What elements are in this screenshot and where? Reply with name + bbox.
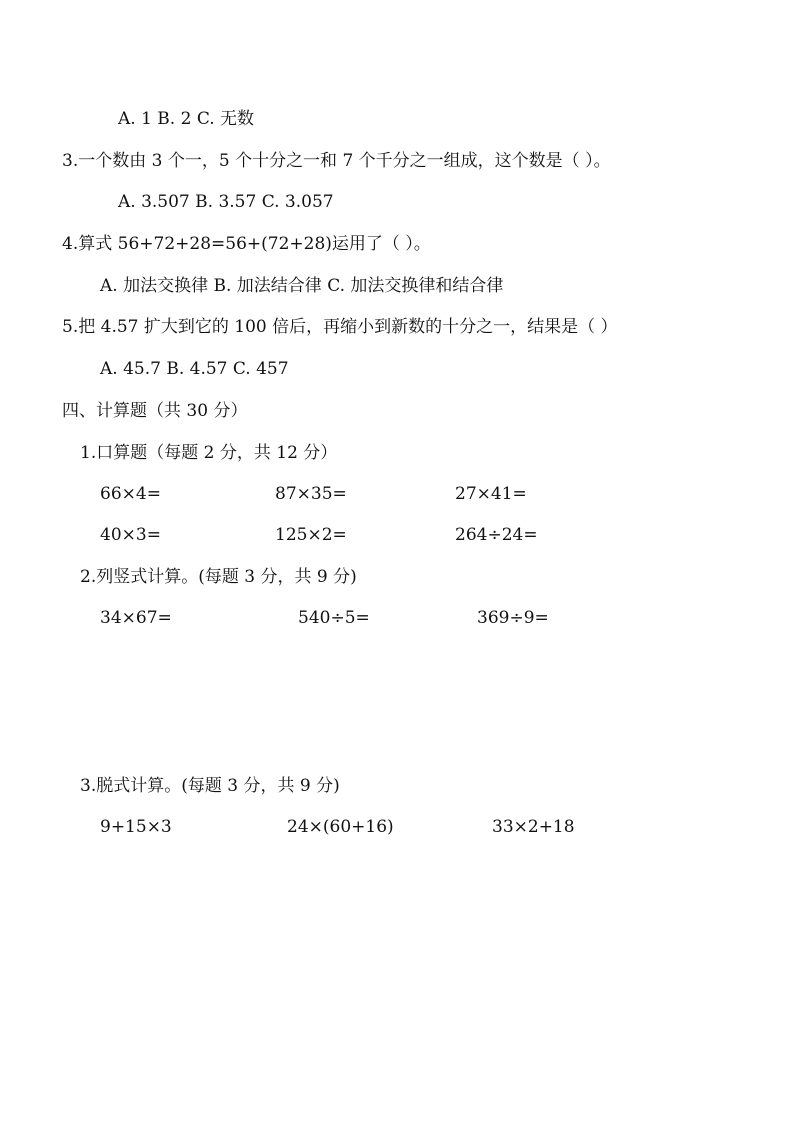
- stepwise-calc-3: 33×2+18: [492, 817, 575, 837]
- oral-calc-4: 40×3=: [100, 525, 161, 545]
- part-2-title: 2.列竖式计算。(每题 3 分，共 9 分): [80, 567, 357, 587]
- question-4: 4.算式 56+72+28=56+(72+28)运用了（ ）。: [62, 234, 431, 254]
- vertical-calc-2: 540÷5=: [298, 608, 370, 628]
- question-3-options: A. 3.507 B. 3.57 C. 3.057: [118, 192, 334, 212]
- oral-calc-2: 87×35=: [275, 484, 347, 504]
- q2-options: A. 1 B. 2 C. 无数: [118, 109, 255, 129]
- oral-calc-1: 66×4=: [100, 484, 161, 504]
- stepwise-calc-2: 24×(60+16): [287, 817, 394, 837]
- oral-calc-3: 27×41=: [455, 484, 527, 504]
- vertical-calc-1: 34×67=: [100, 608, 172, 628]
- oral-calc-5: 125×2=: [275, 525, 347, 545]
- stepwise-calc-1: 9+15×3: [100, 817, 172, 837]
- question-5-options: A. 45.7 B. 4.57 C. 457: [100, 359, 289, 379]
- section-4-title: 四、计算题（共 30 分）: [62, 401, 248, 421]
- oral-calc-6: 264÷24=: [455, 525, 538, 545]
- vertical-calc-3: 369÷9=: [477, 608, 549, 628]
- question-5: 5.把 4.57 扩大到它的 100 倍后，再缩小到新数的十分之一，结果是（ ）: [62, 317, 618, 337]
- question-4-options: A. 加法交换律 B. 加法结合律 C. 加法交换律和结合律: [100, 276, 504, 296]
- part-1-title: 1.口算题（每题 2 分，共 12 分）: [80, 443, 338, 463]
- question-3: 3.一个数由 3 个一，5 个十分之一和 7 个千分之一组成，这个数是（ ）。: [62, 151, 611, 171]
- part-3-title: 3.脱式计算。(每题 3 分，共 9 分): [80, 776, 340, 796]
